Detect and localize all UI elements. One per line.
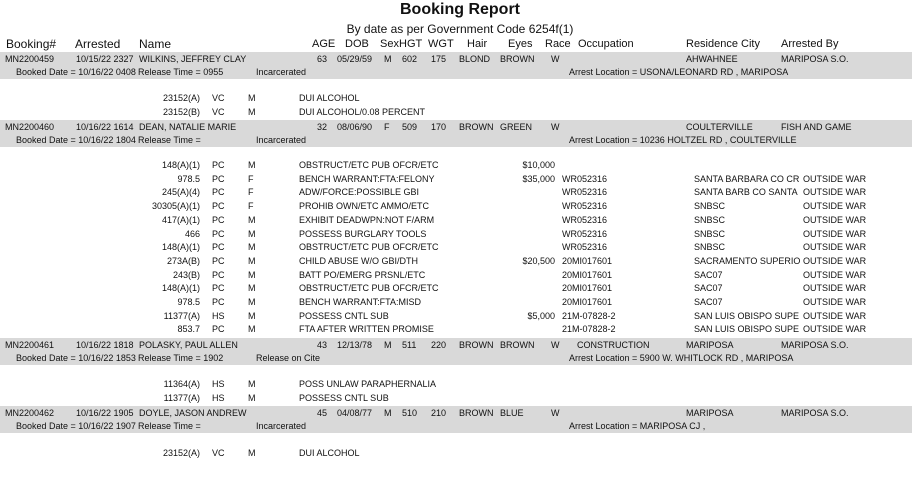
charge-code: 148(A)(1) [161,160,200,170]
col-arrested: Arrested [75,37,121,51]
charge-agency: OUTSIDE WAR [803,214,867,225]
charge-level: M [248,160,256,170]
charge-description: OBSTRUCT/ETC PUB OFCR/ETC [299,160,439,170]
charge-type: PC [212,242,225,253]
charge-type: PC [212,283,225,294]
band-arrest-location: Arrest Location = 5900 W. WHITLOCK RD , MARIPOSA [569,353,794,363]
charge-level: M [248,255,256,266]
charge-description: EXHIBIT DEADWPN:NOT F/ARM [299,214,435,225]
charge-row [0,186,912,199]
booking-record-header [0,52,912,79]
charge-row [0,282,912,295]
column-header-row [0,36,920,52]
band-occupation: CONSTRUCTION [577,340,650,350]
band-hair: BROWN [459,408,494,418]
band-arrest-location: Arrest Location = 10236 HOLTZEL RD , COULTERVILLE [569,135,797,145]
band-residence: COULTERVILLE [686,122,753,132]
charge-code: 11377(A) [163,392,200,403]
charge-level: M [248,228,256,239]
charge-code: 853.7 [177,324,200,335]
band-name: WILKINS, JEFFREY CLAY [139,54,247,64]
band-dob: 12/13/78 [337,340,373,350]
band-status: Incarcerated [256,421,307,431]
charge-code: 148(A)(1) [161,242,200,253]
col-race: Race [545,38,571,50]
charge-row [0,392,912,405]
charge-row [0,159,912,172]
charge-description: DUI ALCOHOL/0.08 PERCENT [299,106,426,117]
band-dob: 08/06/90 [337,122,373,132]
charge-row [0,310,912,323]
charge-description: OBSTRUCT/ETC PUB OFCR/ETC [299,242,439,253]
charge-row [0,378,912,391]
band-arrested-time: 10/16/22 1614 [76,122,134,132]
charge-bail: $35,000 [522,173,555,184]
charge-court: SACRAMENTO SUPERIO [694,255,801,266]
band-arrested-time: 10/16/22 1818 [76,340,134,350]
charge-row [0,214,912,227]
charge-warrant: 21M-07828-2 [562,310,616,321]
charge-court: SNBSC [694,201,726,212]
report-subtitle: By date as per Government Code 6254f(1) [346,22,574,36]
charge-warrant: 21M-07828-2 [562,324,616,335]
charge-warrant: WR052316 [562,228,608,239]
band-hair: BROWN [459,340,494,350]
band-race: W [551,340,560,350]
charge-code: 466 [184,228,200,239]
charge-bail: $20,500 [522,255,555,266]
charge-row [0,200,912,213]
band-eyes: BLUE [500,408,524,418]
charge-type: PC [212,324,225,335]
charge-code: 243(B) [172,269,200,280]
charge-code: 417(A)(1) [161,214,200,225]
band-booked-date: Booked Date = 10/16/22 0408 [16,67,136,77]
charge-row [0,447,912,460]
charge-type: HS [212,392,225,403]
band-arrested-time: 10/16/22 1905 [76,408,134,418]
charge-row [0,241,912,254]
band-age: 63 [317,54,328,64]
charge-type: VC [212,106,225,117]
charge-level: M [248,379,256,389]
charge-court: SAC07 [694,283,723,294]
band-status: Incarcerated [256,135,307,145]
band-arrested-by: MARIPOSA S.O. [781,408,849,418]
charge-code: 978.5 [177,297,200,307]
charge-type: PC [212,214,225,225]
charge-level: M [248,93,256,103]
charge-description: POSS UNLAW PARAPHERNALIA [299,379,437,389]
band-hair: BROWN [459,122,494,132]
band-release-time: Release Time = [138,421,201,431]
band-booking-no: MN2200461 [5,340,55,350]
col-eyes: Eyes [508,38,533,50]
band-booked-date: Booked Date = 10/16/22 1804 [16,135,136,145]
charge-description: POSSESS BURGLARY TOOLS [299,228,427,239]
band-dob: 04/08/77 [337,408,373,418]
charge-code: 23152(A) [162,93,200,103]
charge-court: SANTA BARB CO SANTA [694,187,798,198]
band-booking-no: MN2200462 [5,408,55,418]
charge-agency: OUTSIDE WAR [803,201,867,212]
charge-level: M [248,214,256,225]
band-arrest-location: Arrest Location = MARIPOSA CJ , [569,421,706,431]
band-name: DOYLE, JASON ANDREW [139,408,247,418]
charge-level: M [248,448,256,458]
charge-court: SAC07 [694,297,723,307]
charge-level: F [248,173,254,184]
charge-row [0,228,912,241]
charge-level: M [248,242,256,253]
band-residence: MARIPOSA [686,408,734,418]
band-wgt: 170 [431,122,447,132]
booking-record-header [0,338,912,365]
charge-agency: OUTSIDE WAR [803,269,867,280]
band-sex: M [384,340,392,350]
charge-warrant: WR052316 [562,242,608,253]
col-age: AGE [312,38,336,50]
charge-warrant: WR052316 [562,173,608,184]
report-title: Booking Report [400,1,520,18]
band-sex: F [384,122,390,132]
charge-description: BENCH WARRANT:FTA:FELONY [299,173,435,184]
col-hgt: HGT [399,38,423,50]
charge-agency: OUTSIDE WAR [803,324,867,335]
charge-court: SAC07 [694,269,723,280]
band-arrested-by: MARIPOSA S.O. [781,340,849,350]
charge-agency: OUTSIDE WAR [803,242,867,253]
charge-agency: OUTSIDE WAR [803,187,867,198]
charge-agency: OUTSIDE WAR [803,283,867,294]
charge-warrant: 20MI017601 [562,269,613,280]
charge-agency: OUTSIDE WAR [803,228,867,239]
charge-code: 23152(A) [162,448,200,458]
band-race: W [551,54,560,64]
band-age: 32 [317,122,328,132]
band-status: Incarcerated [256,67,307,77]
band-wgt: 220 [431,340,447,350]
band-hgt: 510 [402,408,418,418]
band-wgt: 175 [431,54,447,64]
col-dob: DOB [345,38,369,50]
band-age: 43 [317,340,328,350]
charge-warrant: 20MI017601 [562,283,613,294]
charge-type: PC [212,160,225,170]
charge-row [0,323,912,336]
charge-row [0,92,912,105]
col-wgt: WGT [428,38,454,50]
charge-type: HS [212,379,225,389]
band-booked-date: Booked Date = 10/16/22 1853 [16,353,136,363]
charge-court: SANTA BARBARA CO CR [694,173,800,184]
booking-record-header [0,406,912,433]
charge-court: SNBSC [694,242,726,253]
band-arrested-by: FISH AND GAME [781,122,852,132]
band-hgt: 509 [402,122,418,132]
charge-description: BENCH WARRANT:FTA:MISD [299,297,422,307]
booking-record-header [0,120,912,147]
band-dob: 05/29/59 [337,54,373,64]
band-race: W [551,122,560,132]
band-booking-no: MN2200460 [5,122,55,132]
col-booking: Booking# [6,37,57,51]
charge-code: 273A(B) [166,255,200,266]
charge-description: OBSTRUCT/ETC PUB OFCR/ETC [299,283,439,294]
band-eyes: GREEN [500,122,533,132]
band-name: DEAN, NATALIE MARIE [139,122,237,132]
band-arrested-by: MARIPOSA S.O. [781,54,849,64]
charge-bail: $5,000 [527,310,555,321]
col-occupation: Occupation [578,38,634,50]
band-sex: M [384,54,392,64]
charge-level: F [248,201,254,212]
charge-type: PC [212,297,225,307]
charge-row [0,296,912,309]
charge-level: M [248,269,256,280]
band-sex: M [384,408,392,418]
band-release-time: Release Time = [138,135,201,145]
charge-court: SNBSC [694,228,726,239]
charge-level: M [248,392,256,403]
charge-description: DUI ALCOHOL [299,93,360,103]
charge-row [0,173,912,186]
charge-code: 148(A)(1) [161,283,200,294]
band-booking-no: MN2200459 [5,54,55,64]
charge-type: PC [212,201,225,212]
band-hair: BLOND [459,54,491,64]
charge-code: 245(A)(4) [161,187,200,198]
col-hair: Hair [467,38,488,50]
charge-type: PC [212,269,225,280]
charge-level: M [248,106,256,117]
charge-description: POSSESS CNTL SUB [299,310,389,321]
charge-type: PC [212,187,225,198]
charge-agency: OUTSIDE WAR [803,310,867,321]
band-name: POLASKY, PAUL ALLEN [139,340,238,350]
band-booked-date: Booked Date = 10/16/22 1907 [16,421,136,431]
col-sex: Sex [380,38,399,50]
band-eyes: BROWN [500,340,535,350]
col-residence: Residence City [686,38,760,50]
charge-court: SNBSC [694,214,726,225]
charge-description: ADW/FORCE:POSSIBLE GBI [299,187,420,198]
col-arrested-by: Arrested By [781,38,839,50]
charge-type: HS [212,310,225,321]
charge-level: F [248,187,254,198]
charge-bail: $10,000 [522,160,555,170]
charge-type: VC [212,448,225,458]
charge-row [0,255,912,268]
charge-agency: OUTSIDE WAR [803,255,867,266]
charge-court: SAN LUIS OBISPO SUPE [694,324,800,335]
charge-description: FTA AFTER WRITTEN PROMISE [299,324,434,335]
band-release-time: Release Time = 0955 [138,67,224,77]
charge-row [0,269,912,282]
charge-warrant: WR052316 [562,187,608,198]
charge-warrant: 20MI017601 [562,297,613,307]
charge-warrant: WR052316 [562,201,608,212]
band-race: W [551,408,560,418]
charge-warrant: 20MI017601 [562,255,613,266]
charge-agency: OUTSIDE WAR [803,297,867,307]
charge-level: M [248,297,256,307]
charge-agency: OUTSIDE WAR [803,173,867,184]
charge-row [0,106,912,119]
charge-description: CHILD ABUSE W/O GBI/DTH [299,255,419,266]
col-name: Name [139,37,172,51]
charge-code: 30305(A)(1) [151,201,200,212]
band-hgt: 511 [402,340,417,350]
charge-warrant: WR052316 [562,214,608,225]
charge-type: VC [212,93,225,103]
band-eyes: BROWN [500,54,535,64]
charge-description: POSSESS CNTL SUB [299,392,389,403]
charge-description: PROHIB OWN/ETC AMMO/ETC [299,201,430,212]
band-residence: MARIPOSA [686,340,734,350]
charge-type: PC [212,255,225,266]
band-age: 45 [317,408,328,418]
band-hgt: 602 [402,54,418,64]
charge-court: SAN LUIS OBISPO SUPE [694,310,800,321]
charge-description: DUI ALCOHOL [299,448,360,458]
band-status: Release on Cite [256,353,321,363]
band-arrest-location: Arrest Location = USONA/LEONARD RD , MARIPOSA [569,67,789,77]
band-release-time: Release Time = 1902 [138,353,224,363]
charge-type: PC [212,173,225,184]
charge-code: 978.5 [177,173,200,184]
charge-level: M [248,310,256,321]
charge-level: M [248,283,256,294]
charge-description: BATT PO/EMERG PRSNL/ETC [299,269,426,280]
band-residence: AHWAHNEE [686,54,738,64]
charge-level: M [248,324,256,335]
charge-code: 23152(B) [162,106,200,117]
band-arrested-time: 10/15/22 2327 [76,54,134,64]
charge-code: 11364(A) [163,379,200,389]
band-wgt: 210 [431,408,447,418]
charge-type: PC [212,228,225,239]
charge-code: 11377(A) [163,310,200,321]
